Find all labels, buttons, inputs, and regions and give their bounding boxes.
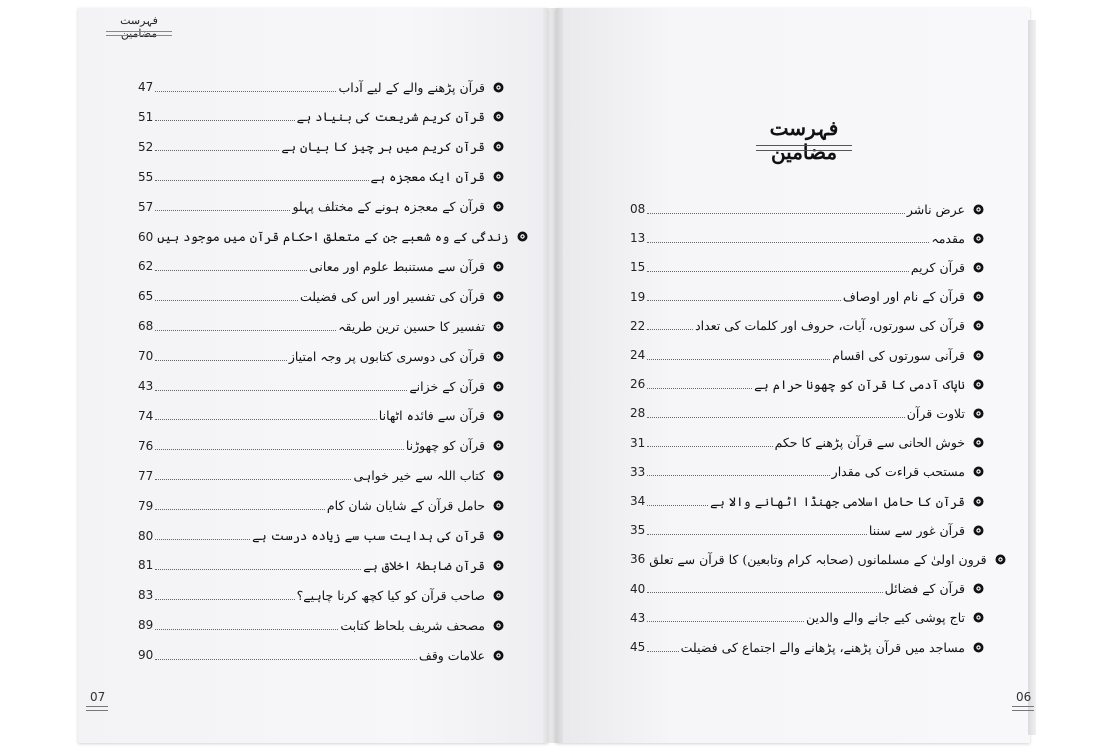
dot-leader <box>647 417 904 418</box>
bullet-icon <box>973 408 984 419</box>
bullet-icon <box>493 141 504 152</box>
toc-entry <box>630 227 984 249</box>
dot-leader <box>155 120 294 121</box>
bullet-icon <box>493 500 504 511</box>
bullet-icon <box>493 470 504 481</box>
toc-page-number: 45 <box>630 640 646 654</box>
dot-leader <box>155 599 294 600</box>
dot-leader <box>647 621 804 622</box>
toc-title-rule <box>756 145 852 151</box>
bullet-icon <box>973 642 984 653</box>
toc-entry <box>630 344 984 366</box>
toc-entry <box>138 405 504 427</box>
toc-entry-title: مقدمہ <box>931 230 965 246</box>
toc-entry-title: تفسیر کا حسین ترین طریقہ <box>338 318 485 334</box>
toc-entry-title: ناپاک آدمی کا قرآن کو چھونا حرام ہے <box>754 376 965 392</box>
toc-entry <box>630 198 984 220</box>
toc-entry-title: قرآن کے خزانے <box>409 378 485 394</box>
dot-leader <box>155 150 279 151</box>
bullet-icon <box>493 650 504 661</box>
toc-entry <box>138 196 504 218</box>
toc-page-number: 33 <box>630 464 646 479</box>
dot-leader <box>647 475 829 476</box>
toc-page-number: 89 <box>138 618 154 633</box>
bullet-icon <box>493 590 504 601</box>
page-number-right: 06 <box>1016 690 1032 704</box>
toc-entry-title: کتاب اللہ سے خیر خواہی <box>353 468 485 484</box>
toc-entry-title: قرآن غور سے سننا <box>868 522 965 538</box>
page-number-rule-left <box>86 706 108 711</box>
bullet-icon <box>493 620 504 631</box>
page-edge <box>1028 20 1036 735</box>
toc-entry <box>138 495 504 517</box>
toc-entry <box>630 607 984 629</box>
toc-page-number: 81 <box>138 558 154 573</box>
bullet-icon <box>493 201 504 212</box>
toc-title: فہرست مضامین <box>769 116 839 164</box>
bullet-icon <box>973 262 984 273</box>
toc-entry-title: مستحب قراءت کی مقدار <box>831 464 965 480</box>
toc-entry-title: قرآن کریم میں ہر چیز کا بیان ہے <box>281 139 485 155</box>
toc-entry-title: خوش الحانی سے قرآن پڑھنے کا حکم <box>774 435 965 451</box>
dot-leader <box>647 446 772 447</box>
toc-entry-title: تلاوت قرآن <box>906 405 965 421</box>
toc-entry <box>138 285 504 307</box>
toc-entry-title: قرآن سے فائدہ اٹھانا <box>378 408 485 424</box>
page-number-rule-right <box>1012 706 1034 711</box>
toc-page-number: 35 <box>630 523 646 538</box>
dot-leader <box>155 91 336 92</box>
toc-entry-title: تاج پوشی کیے جانے والے والدین <box>806 610 965 626</box>
toc-entry-title: قرآن کی تفسیر اور اس کی فضیلت <box>299 288 485 304</box>
toc-page-number: 22 <box>630 318 646 333</box>
toc-entry <box>630 432 984 454</box>
toc-page-number: 74 <box>138 408 154 423</box>
dot-leader <box>155 330 336 331</box>
toc-page-number: 77 <box>138 468 154 483</box>
dot-leader <box>155 659 417 660</box>
toc-entry-title: قرآن کی سورتوں، آیات، حروف اور کلمات کی تعداد <box>695 318 965 334</box>
toc-page-number: 70 <box>138 349 154 364</box>
dot-leader <box>155 180 368 181</box>
bullet-icon <box>493 321 504 332</box>
dot-leader <box>155 539 250 540</box>
bullet-icon <box>493 351 504 362</box>
bullet-icon <box>493 381 504 392</box>
toc-entry <box>138 614 504 636</box>
toc-entry <box>138 554 504 576</box>
toc-entry <box>630 548 987 570</box>
toc-page-number: 28 <box>630 406 646 421</box>
toc-page-number: 52 <box>138 139 154 154</box>
dot-leader <box>647 505 708 506</box>
bullet-icon <box>973 233 984 244</box>
bullet-icon <box>973 466 984 477</box>
toc-entry <box>138 345 504 367</box>
toc-entry <box>630 373 984 395</box>
toc-entry <box>138 644 504 666</box>
dot-leader <box>155 419 377 420</box>
running-head: فہرست مضامین <box>120 14 158 40</box>
toc-entry <box>138 255 504 277</box>
bullet-icon <box>973 320 984 331</box>
toc-entry-title: حامل قرآن کے شایان شان کام <box>326 498 485 514</box>
bullet-icon <box>973 525 984 536</box>
bullet-icon <box>493 410 504 421</box>
toc-page-number: 26 <box>630 377 646 392</box>
dot-leader <box>647 388 752 389</box>
toc-entry <box>138 136 504 158</box>
toc-entry <box>630 578 984 600</box>
page-number-left: 07 <box>90 690 106 704</box>
bullet-icon <box>493 82 504 93</box>
dot-leader <box>155 390 407 391</box>
dot-leader <box>647 242 929 243</box>
toc-entry-title: قرآن سے مستنبط علوم اور معانی <box>309 258 485 274</box>
toc-entry <box>138 584 504 606</box>
bullet-icon <box>973 379 984 390</box>
toc-entry <box>138 76 504 98</box>
toc-page-number: 65 <box>138 289 154 304</box>
toc-page-number: 08 <box>630 202 646 216</box>
toc-page-number: 83 <box>138 588 154 603</box>
toc-entry <box>630 402 984 424</box>
toc-page-number: 36 <box>630 552 646 567</box>
dot-leader <box>647 651 678 652</box>
bullet-icon <box>995 554 1006 565</box>
toc-entry-title: مصحف شریف بلحاظ کتابت <box>340 617 485 633</box>
toc-entry-title: قرآن کے نام اور اوصاف <box>842 289 965 305</box>
bullet-icon <box>517 231 528 242</box>
toc-entry-title: قرآن کی ہدایت سب سے زیادہ درست ہے <box>252 528 485 543</box>
toc-entry-title: مساجد میں قرآن پڑھنے، پڑھانے والے اجتماع کی فضیلت <box>680 639 965 655</box>
dot-leader <box>155 300 298 301</box>
toc-page-number: 15 <box>630 260 646 275</box>
toc-entry <box>138 315 504 337</box>
toc-entry-title: قرآن ایک معجزہ ہے <box>370 169 485 185</box>
bullet-icon <box>973 204 984 215</box>
bullet-icon <box>493 560 504 571</box>
toc-entry <box>138 166 504 188</box>
toc-entry-title: قرآن کو چھوڑنا <box>405 438 485 454</box>
toc-entry-title: قرآن کے معجزہ ہونے کے مختلف پہلو <box>292 199 485 215</box>
toc-page-number: 62 <box>138 259 154 274</box>
toc-page-number: 76 <box>138 438 154 453</box>
toc-entry-title: صاحب قرآن کو کیا کچھ کرنا چاہیے؟ <box>296 587 485 603</box>
bullet-icon <box>973 583 984 594</box>
bullet-icon <box>493 261 504 272</box>
dot-leader <box>647 592 882 593</box>
toc-page-number: 31 <box>630 435 646 450</box>
toc-page-number: 80 <box>138 528 154 543</box>
toc-page-number: 43 <box>138 379 154 393</box>
toc-entry <box>138 106 504 128</box>
bullet-icon <box>973 496 984 507</box>
toc-entry <box>630 286 984 308</box>
toc-entry-title: قرآن پڑھنے والے کے لیے آداب <box>338 79 485 95</box>
toc-page-number: 51 <box>138 109 154 124</box>
dot-leader <box>155 479 351 480</box>
dot-leader <box>647 300 841 301</box>
toc-page-number: 90 <box>138 648 154 663</box>
dot-leader <box>647 271 909 272</box>
toc-entry <box>138 226 509 248</box>
toc-page-number: 13 <box>630 231 646 246</box>
toc-page-number: 57 <box>138 199 154 214</box>
toc-page-number: 43 <box>630 610 646 625</box>
toc-entry-title: قرآن کے فضائل <box>884 581 965 597</box>
toc-page-number: 79 <box>138 498 154 513</box>
dot-leader <box>155 449 404 450</box>
dot-leader <box>155 210 290 211</box>
dot-leader <box>647 329 693 330</box>
dot-leader <box>647 534 867 535</box>
dot-leader <box>155 360 287 361</box>
dot-leader <box>155 270 307 271</box>
toc-entry <box>630 490 984 512</box>
dot-leader <box>647 359 830 360</box>
toc-entry <box>138 375 504 397</box>
bullet-icon <box>493 111 504 122</box>
bullet-icon <box>973 350 984 361</box>
dot-leader <box>155 629 338 630</box>
toc-entry <box>138 435 504 457</box>
toc-entry <box>138 525 504 547</box>
bullet-icon <box>973 437 984 448</box>
toc-entry-title: قرآن کی دوسری کتابوں پر وجہ امتیاز <box>288 348 485 364</box>
bullet-icon <box>493 291 504 302</box>
toc-entry <box>630 519 984 541</box>
toc-entry <box>138 465 504 487</box>
toc-page-number: 24 <box>630 348 646 362</box>
dot-leader <box>155 569 361 570</box>
dot-leader <box>155 509 325 510</box>
toc-entry-title: قرآن ضابطۂ اخلاق ہے <box>363 557 485 573</box>
bullet-icon <box>973 291 984 302</box>
bullet-icon <box>973 612 984 623</box>
toc-page-number: 40 <box>630 581 646 596</box>
toc-entry <box>630 256 984 278</box>
toc-entry-title: قرآن کریم شریعت کی بنیاد ہے <box>296 109 485 125</box>
toc-entry-title: قرآنی سورتوں کی اقسام <box>832 347 965 363</box>
running-head-rule <box>106 31 172 36</box>
toc-entry <box>630 461 984 483</box>
dot-leader <box>647 213 905 214</box>
toc-page-number: 55 <box>138 169 154 184</box>
toc-entry-title: قرآن کریم <box>910 259 965 275</box>
toc-entry-title: عرض ناشر <box>906 201 965 217</box>
book-gutter <box>543 8 563 743</box>
bullet-icon <box>493 440 504 451</box>
toc-page-number: 60 <box>138 229 154 244</box>
toc-entry-title: علامات وقف <box>418 647 485 663</box>
toc-page-number: 47 <box>138 80 154 94</box>
toc-entry-title: قرون اولیٰ کے مسلمانوں (صحابہ کرام وتابعین) کا قرآن سے تعلق <box>649 551 987 567</box>
toc-entry <box>630 315 984 337</box>
toc-page-number: 19 <box>630 289 646 304</box>
toc-entry-title: قرآن کا حامل اسلامی جھنڈا اٹھانے والا ہے <box>710 493 965 509</box>
bullet-icon <box>493 530 504 541</box>
toc-page-number: 34 <box>630 494 646 508</box>
toc-page-number: 68 <box>138 319 154 334</box>
toc-entry-title: زندگی کے وہ شعبے جن کے متعلق احکام قرآن میں موجود ہیں <box>157 229 509 244</box>
bullet-icon <box>493 171 504 182</box>
toc-entry <box>630 636 984 658</box>
